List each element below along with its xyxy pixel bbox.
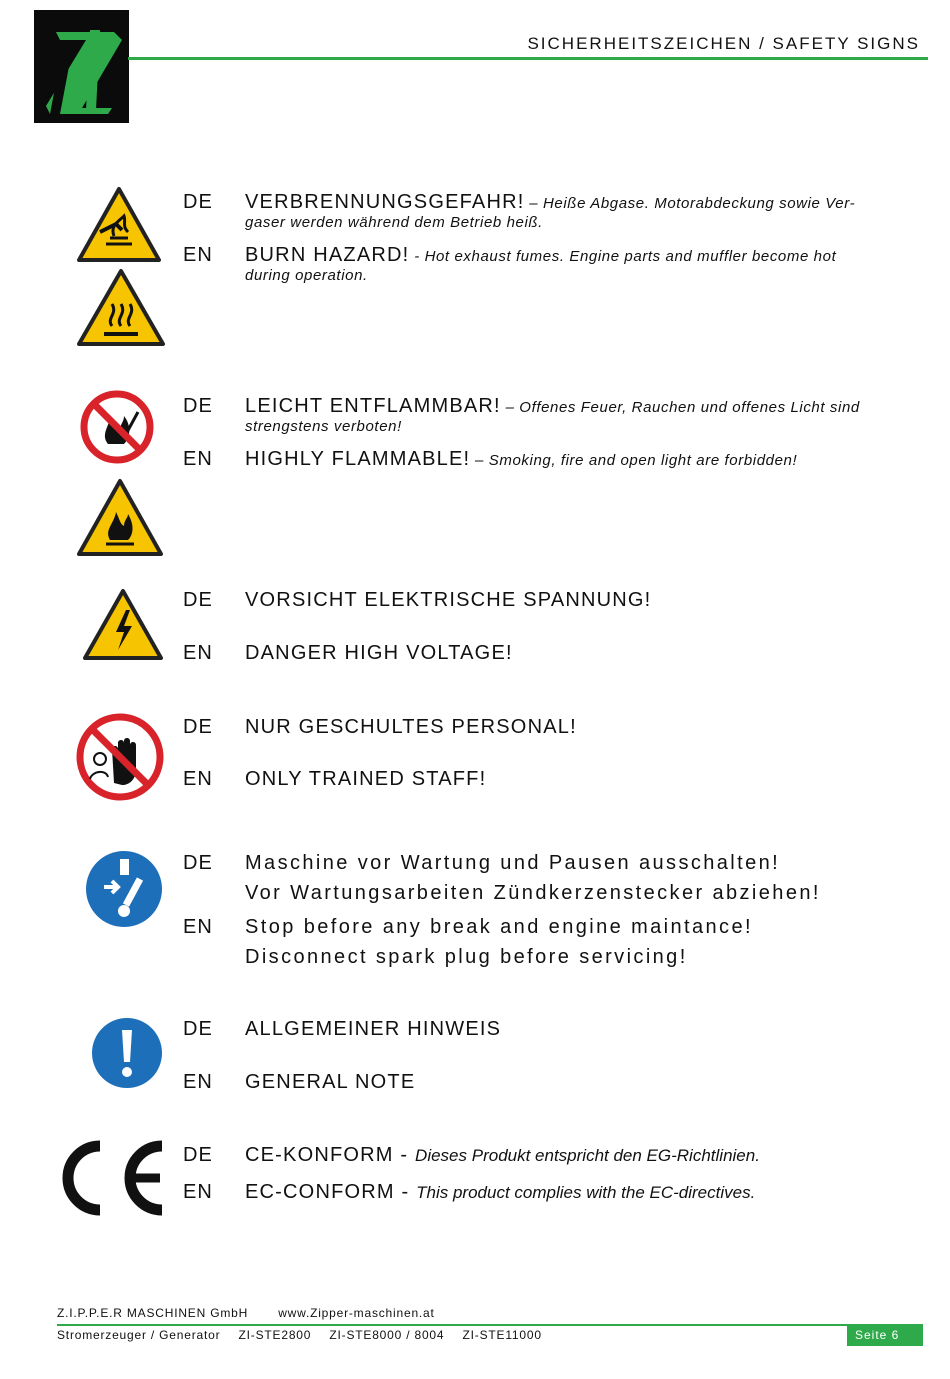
general-note-en-title: GENERAL NOTE xyxy=(245,1071,416,1093)
footer-model: ZI-STE8000 / 8004 xyxy=(329,1328,445,1342)
hot-surface-steam-warning-icon xyxy=(76,268,166,348)
lang-label-de: DE xyxy=(183,852,213,874)
maintenance-en-line2: Disconnect spark plug before servicing! xyxy=(245,946,688,968)
section-title: HIGHLY FLAMMABLE! xyxy=(245,448,471,470)
maintenance-de-text xyxy=(245,848,920,908)
lang-label-en: EN xyxy=(183,244,213,266)
lang-label-en: EN xyxy=(183,448,213,470)
lang-label-en: EN xyxy=(183,642,213,664)
general-note-icon xyxy=(90,1016,164,1090)
maintenance-en-text xyxy=(245,912,920,972)
section-title: EC-CONFORM xyxy=(245,1181,395,1203)
ce-en-text: EC-CONFORM - This product complies with the EC-directives. xyxy=(245,1181,756,1203)
ce-de-text: CE-KONFORM - Dieses Produkt entspricht den EG-Richtlinien. xyxy=(245,1144,760,1166)
footer-product: Stromerzeuger / Generator xyxy=(57,1328,221,1342)
staff-de-title: NUR GESCHULTES PERSONAL! xyxy=(245,716,577,738)
maintenance-de-line2: Vor Wartungsarbeiten Zündkerzenstecker abziehen! xyxy=(245,882,821,904)
high-voltage-warning-icon xyxy=(82,588,164,662)
section-title: CE-KONFORM xyxy=(245,1144,394,1166)
section-detail-cont: gaser werden während dem Betrieb heiß. xyxy=(245,214,543,231)
lang-label-de: DE xyxy=(183,589,213,611)
header-rule xyxy=(128,57,928,60)
lang-label-de: DE xyxy=(183,1144,213,1166)
footer-company: Z.I.P.P.E.R MASCHINEN GmbH xyxy=(57,1306,249,1320)
hot-surface-warning-icon xyxy=(76,186,162,264)
footer-model: ZI-STE11000 xyxy=(462,1328,542,1342)
lang-label-en: EN xyxy=(183,1071,213,1093)
lang-label-de: DE xyxy=(183,395,213,417)
page-number-badge: Seite 6 xyxy=(847,1325,923,1346)
voltage-en-title: DANGER HIGH VOLTAGE! xyxy=(245,642,513,664)
lang-label-de: DE xyxy=(183,191,213,213)
section-detail: Heiße Abgase. Motorabdeckung sowie Ver- xyxy=(543,195,856,212)
section-title: VERBRENNUNGSGEFAHR! xyxy=(245,191,525,213)
voltage-de-title: VORSICHT ELEKTRISCHE SPANNUNG! xyxy=(245,589,652,611)
burn-hazard-en-text: BURN HAZARD! - Hot exhaust fumes. Engine parts and muffler become hot during operation. xyxy=(245,244,837,284)
flammable-warning-icon xyxy=(76,478,164,558)
section-detail: Dieses Produkt entspricht den EG-Richtlinien. xyxy=(415,1146,760,1165)
lang-label-de: DE xyxy=(183,716,213,738)
section-detail-cont: during operation. xyxy=(245,267,368,284)
company-logo xyxy=(34,10,129,123)
lang-label-de: DE xyxy=(183,1018,213,1040)
ce-mark-icon xyxy=(60,1140,168,1216)
header-title: SICHERHEITSZEICHEN / SAFETY SIGNS xyxy=(527,34,920,53)
footer-rule xyxy=(57,1324,923,1326)
flammable-en-text: HIGHLY FLAMMABLE! – Smoking, fire and open light are forbidden! xyxy=(245,448,798,470)
no-access-unauthorized-icon xyxy=(76,713,164,801)
disconnect-before-maintenance-icon xyxy=(84,849,164,929)
footer-company-line xyxy=(57,1306,461,1320)
section-detail: Offenes Feuer, Rauchen und offenes Licht sind xyxy=(519,399,860,416)
maintenance-de-line1: Maschine vor Wartung und Pausen ausschalten! xyxy=(245,852,781,874)
general-note-de-title: ALLGEMEINER HINWEIS xyxy=(245,1018,502,1040)
section-title: BURN HAZARD! xyxy=(245,244,410,266)
maintenance-en-line1: Stop before any break and engine maintance! xyxy=(245,916,753,938)
section-detail: Hot exhaust fumes. Engine parts and muffler become hot xyxy=(424,248,837,265)
section-detail: Smoking, fire and open light are forbidden! xyxy=(488,452,798,469)
lang-label-en: EN xyxy=(183,916,213,938)
footer-product-line xyxy=(57,1328,556,1342)
lang-label-en: EN xyxy=(183,768,213,790)
lang-label-en: EN xyxy=(183,1181,213,1203)
no-open-flame-icon xyxy=(80,390,154,464)
burn-hazard-de-text: VERBRENNUNGSGEFAHR! – Heiße Abgase. Motorabdeckung sowie Ver- gaser werden während dem Betrieb heiß. xyxy=(245,191,856,231)
staff-en-title: ONLY TRAINED STAFF! xyxy=(245,768,487,790)
footer-model: ZI-STE2800 xyxy=(238,1328,312,1342)
flammable-de-text: LEICHT ENTFLAMMBAR! – Offenes Feuer, Rauchen und offenes Licht sind strengstens verboten! xyxy=(245,395,860,435)
footer-website[interactable]: www.Zipper-maschinen.at xyxy=(278,1306,435,1320)
section-title: LEICHT ENTFLAMMBAR! xyxy=(245,395,501,417)
section-detail: This product complies with the EC-directives. xyxy=(416,1183,756,1202)
section-detail-cont: strengstens verboten! xyxy=(245,418,402,435)
